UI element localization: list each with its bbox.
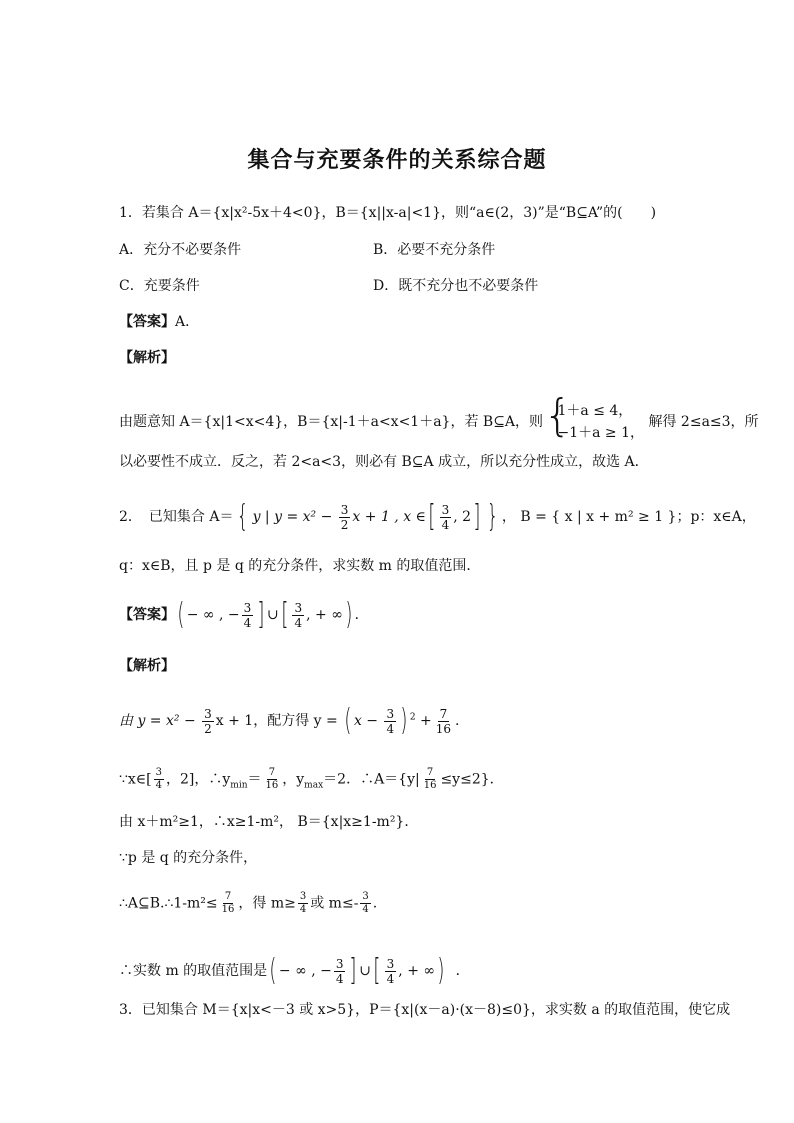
fraction: $\frac{7}{16}$ xyxy=(423,767,437,791)
q2-stem-line1: 2． 已知集合 A＝ { y | y = x² − $\frac{3}{2}$ x + 1 , x ∈[ $\frac{3}{4}$ , 2] } ， B = { x | x + m² ≥ 1 }；p：x∈A， xyxy=(119,499,756,534)
fraction: $\frac{3}{4}$ xyxy=(386,706,395,736)
fraction: $\frac{3}{4}$ xyxy=(299,891,307,915)
q2-analysis-line4: ∵p 是 q 的充分条件， xyxy=(119,850,258,866)
q1-analysis-line2: 以必要性不成立．反之，若 2<a<3，则必有 B⊆A 成立，所以充分性成立，故选 A． xyxy=(119,454,649,470)
q1-option-d: D．既不充分也不必要条件 xyxy=(373,278,539,294)
fraction: $\frac{7}{16}$ xyxy=(265,767,279,791)
q2-analysis-line6: ∴实数 m 的取值范围是( − ∞ , − $\frac{3}{4}$ ] ∪[ $\frac{3}{4}$ , + ∞) ． xyxy=(119,953,470,988)
q2-stem-line2: q：x∈B，且 p 是 q 的充分条件，求实数 m 的取值范围． xyxy=(119,558,481,574)
q1-option-b: B．必要不充分条件 xyxy=(373,242,496,258)
fraction: $\frac{7}{16}$ xyxy=(221,891,235,915)
fraction: $\frac{3}{4}$ xyxy=(386,956,395,986)
fraction: $\frac{3}{4}$ xyxy=(441,502,450,532)
q2-analysis-line2: ∵x∈[ $\frac{3}{4}$ ，2]，$\therefore y_{min}=$ $\frac{7}{16}$ ，$y_{max}=2$．∴A＝{y| $\frac{7}{16}$ ≤y≤2}． xyxy=(119,767,504,791)
fraction: $\frac{3}{4}$ xyxy=(243,600,252,630)
q2-analysis-line3: 由 x＋m²≥1，∴x≥1-m²， B＝{x|x≥1-m²}． xyxy=(119,814,419,830)
fraction: $\frac{3}{2}$ xyxy=(204,706,212,736)
fraction: $\frac{7}{16}$ xyxy=(435,706,452,736)
fraction: $\frac{3}{4}$ xyxy=(362,891,369,915)
document-title: 集合与充要条件的关系综合题 xyxy=(247,148,547,173)
fraction: $\frac{3}{4}$ xyxy=(155,767,163,791)
fraction: $\frac{3}{4}$ xyxy=(294,600,303,630)
q1-option-a: A．充分不必要条件 xyxy=(119,242,242,258)
q2-analysis-tag: 【解析】 xyxy=(119,658,175,674)
q1-answer-line xyxy=(119,312,199,332)
fraction: $\frac{3}{4}$ xyxy=(335,956,344,986)
q2-answer-line: 【答案】( − ∞ , − $\frac{3}{4}$ ] ∪[ $\frac{3}{4}$ , + ∞) ． xyxy=(119,597,369,632)
inequality-system: { 1＋a ≤ 4， −1＋a ≥ 1， xyxy=(543,390,645,441)
q3-stem: 3．已知集合 M＝{x|x<－3 或 x>5}，P＝{x|(x－a)·(x－8)≤0}，求实数 a 的取值范围，使它成 xyxy=(119,1002,731,1018)
brace-symbol: { xyxy=(543,390,572,441)
q1-stem: 1．若集合 A＝{x|x²-5x＋4<0}，B＝{x||x-a|<1}，则“a∈(2，3)”是“B⊆A”的( ) xyxy=(119,205,657,221)
q2-analysis-line1: 由 y = x² − $\frac{3}{2}$ x + 1，配方得 y = ( x − $\frac{3}{4}$ ) $^2$ + $\frac{7}{16}$ . xyxy=(119,703,460,738)
q2-analysis-line5: ∴A⊆B.∴1-m²≤ $\frac{7}{16}$ ，得 m≥ $\frac{3}{4}$ 或 m≤- $\frac{3}{4}$ . xyxy=(119,891,378,915)
q1-option-c: C．充要条件 xyxy=(119,278,200,294)
q2-answer-tag: 【答案】 xyxy=(119,607,175,623)
q1-answer: A． xyxy=(175,314,200,330)
q1-answer-tag: 【答案】 xyxy=(119,314,175,330)
q1-analysis-tag: 【解析】 xyxy=(119,350,175,366)
q1-analysis-line1: 由题意知 A＝{x|1<x<4}，B＝{x|-1＋a<x<1＋a}，若 B⊆A，则 { 1＋a ≤ 4， −1＋a ≥ 1， 解得 2≤a≤3，所 xyxy=(119,400,759,444)
fraction: $\frac{3}{2}$ xyxy=(340,502,349,532)
